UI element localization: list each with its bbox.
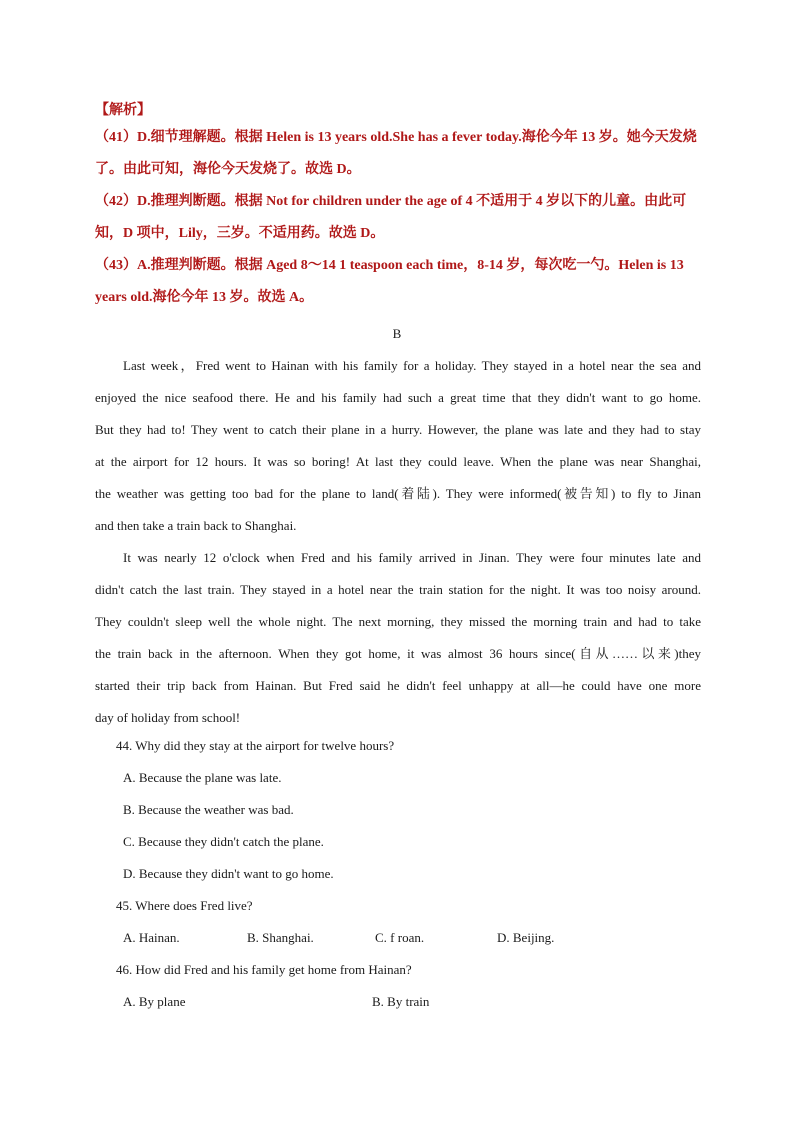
passage-line: enjoyed the nice seafood there. He and his family had such a great time that they didn't want to go home. [95,390,701,405]
question-44-option-d: D. Because they didn't want to go home. [123,866,334,881]
question-44-option-b: B. Because the weather was bad. [123,802,294,817]
passage-line: They couldn't sleep well the whole night. The next morning, they missed the morning train and had to take [95,614,701,629]
question-45-options [116,922,716,954]
passage-line: But they had to! They went to catch their plane in a hurry. However, the plane was late and they had to stay [95,422,701,437]
answer-analysis [95,100,701,314]
passage-line: the train back in the afternoon. When they got home, it was almost 36 hours since(自从……以来)they [95,646,701,661]
passage-line: day of holiday from school! [95,710,241,725]
analysis-line: （41）D.细节理解题。根据 Helen is 13 years old.She has a fever today.海伦今年 13 岁。她今天发烧 [95,130,697,145]
passage-label: B [392,326,402,341]
question-list [116,730,716,1018]
question-46-option-a: A. By plane [123,994,186,1009]
analysis-line: 了。由此可知，海伦今天发烧了。故选 D。 [95,162,361,177]
question-46-stem: 46. How did Fred and his family get home from Hainan? [116,962,412,977]
question-44-stem: 44. Why did they stay at the airport for twelve hours? [116,738,395,753]
passage-line: It was nearly 12 o'clock when Fred and his family arrived in Jinan. They were four minutes late and [123,550,701,565]
question-45-option-b: B. Shanghai. [247,930,314,945]
passage-line: didn't catch the last train. They stayed in a hotel near the train station for the night. It was too noisy around. [95,582,701,597]
analysis-line: years old.海伦今年 13 岁。故选 A。 [95,290,314,305]
analysis-line: （43）A.推理判断题。根据 Aged 8～14 1 teaspoon each time，8-14 岁，每次吃一勺。Helen is 13 [95,258,684,273]
question-44-option-a: A. Because the plane was late. [123,770,282,785]
analysis-line: 知，D 项中，Lily，三岁。不适用药。故选 D。 [95,226,385,241]
passage-line: the weather was getting too bad for the plane to land(着陆). They were informed(被告知) to fly to Jinan [95,486,701,501]
passage-line: and then take a train back to Shanghai. [95,518,297,533]
question-45-option-d: D. Beijing. [497,930,555,945]
question-45-option-a: A. Hainan. [123,930,180,945]
reading-passage [95,350,701,734]
question-46-option-b: B. By train [372,994,430,1009]
passage-line: started their trip back from Hainan. But Fred said he didn't feel unhappy at all—he could have one more [95,678,701,693]
question-45-option-c: C. f roan. [375,930,425,945]
passage-line: at the airport for 12 hours. It was so boring! At last they could leave. When the plane was near Shanghai, [95,454,701,469]
question-44-option-c: C. Because they didn't catch the plane. [123,834,324,849]
analysis-heading: 【解析】 [95,103,151,118]
passage-line: Last week，Fred went to Hainan with his family for a holiday. They stayed in a hotel near the sea and [123,358,701,373]
question-45-stem: 45. Where does Fred live? [116,898,253,913]
analysis-line: （42）D.推理判断题。根据 Not for children under the age of 4 不适用于 4 岁以下的儿童。由此可 [95,194,687,209]
question-46-options [116,986,716,1018]
